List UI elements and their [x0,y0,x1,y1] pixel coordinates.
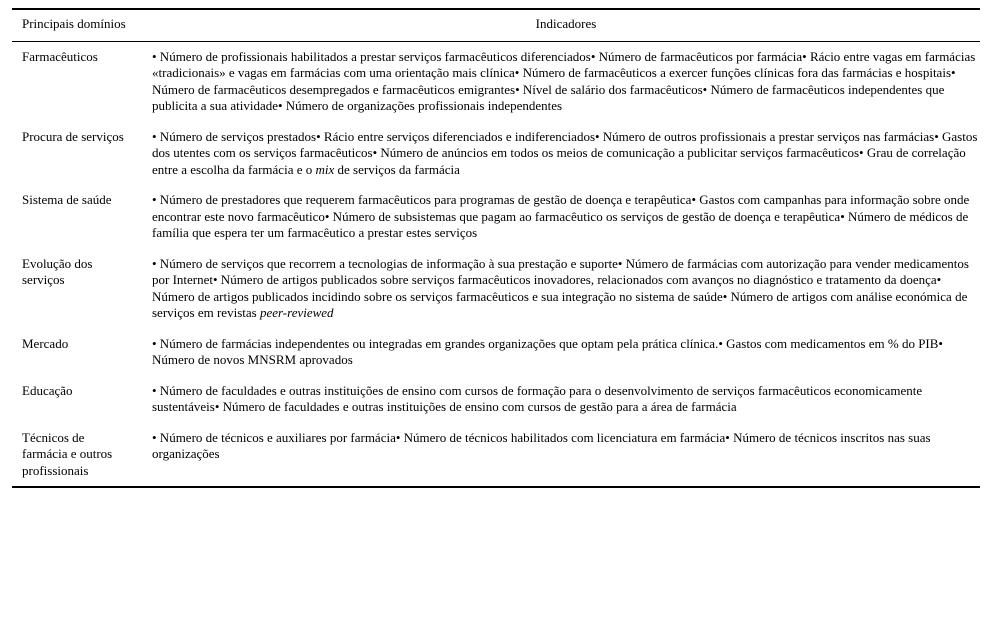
indicators-cell: • Número de prestadores que requerem farmacêuticos para programas de gestão de doença e terapêutica• Gastos com campanhas para informação sobre onde encontrar este novo farmacêutico• Número de subsistemas que pagam ao farmacêutico os serviços de gestão de doença e terapêutica• Número de médicos de família que espera ter um farmacêutico a prestar estes serviços [152,192,970,240]
domain-cell: Sistema de saúde [22,192,112,207]
indicators-table [12,8,980,488]
indicators-cell: • Número de faculdades e outras instituições de ensino com cursos de formação para o desenvolvimento de serviços farmacêuticos economicamente sustentáveis• Número de faculdades e outras instituições de ensino com cursos de gestão para a área de farmácia [152,382,923,414]
domain-cell: Procura de serviços [22,128,124,144]
table-row [12,185,980,249]
domain-cell: Evolução dos serviços [22,255,93,287]
domain-cell: Farmacêuticos [22,48,98,64]
table-header-row [12,9,980,41]
table-row [12,329,980,376]
table-row [12,41,980,122]
domain-cell: Mercado [22,335,69,351]
domain-cell: Técnicos de farmácia e outros profissionais [22,429,113,478]
table-body [12,41,980,487]
indicators-cell: • Número de farmácias independentes ou integradas em grandes organizações que optam pela prática clínica.• Gastos com medicamentos em % do PIB• Número de novos MNSRM aprovados [152,335,943,367]
domain-cell: Educação [22,382,73,398]
indicators-cell: • Número de serviços que recorrem a tecnologias de informação à sua prestação e suporte• Número de farmácias com autorização para vender medicamentos por Internet• Número de artigos publicados sobre serviços farmacêuticos inovadores, relacionados com avanços no diagnóstico e tratamento da doença• Número de artigos publicados incidindo sobre os serviços farmacêuticos e sua integração no sistema de saúde• Número de artigos com análise económica de serviços em revistas peer-reviewed [152,255,969,320]
indicators-cell: • Número de serviços prestados• Rácio entre serviços diferenciados e indiferenciados• Número de outros profissionais a prestar serviços nas farmácias• Gastos dos utentes com os serviços farmacêuticos• Número de anúncios em todos os meios de comunicação a publicitar serviços farmacêuticos• Grau de correlação entre a escolha da farmácia e o mix de serviços da farmácia [152,128,978,177]
table-row [12,423,980,488]
indicators-column-header: Indicadores [152,9,980,41]
table-row [12,249,980,329]
table-row [12,122,980,186]
domains-column-header: Principais domínios [12,9,152,41]
indicators-cell: • Número de técnicos e auxiliares por farmácia• Número de técnicos habilitados com licenciatura em farmácia• Número de técnicos inscritos nas suas organizações [152,429,931,461]
table-row [12,376,980,423]
indicators-cell: • Número de profissionais habilitados a prestar serviços farmacêuticos diferenciados• Número de farmacêuticos por farmácia• Rácio entre vagas em farmácias «tradicionais» e vagas em farmácias com uma orientação mais clínica• Número de farmacêuticos a exercer funções clínicas fora das farmácias e hospitais• Número de farmacêuticos desempregados e farmacêuticos emigrantes• Nível de salário dos farmacêuticos• Número de farmacêuticos independentes que publicita a sua atividade• Número de organizações profissionais independentes [152,48,976,113]
